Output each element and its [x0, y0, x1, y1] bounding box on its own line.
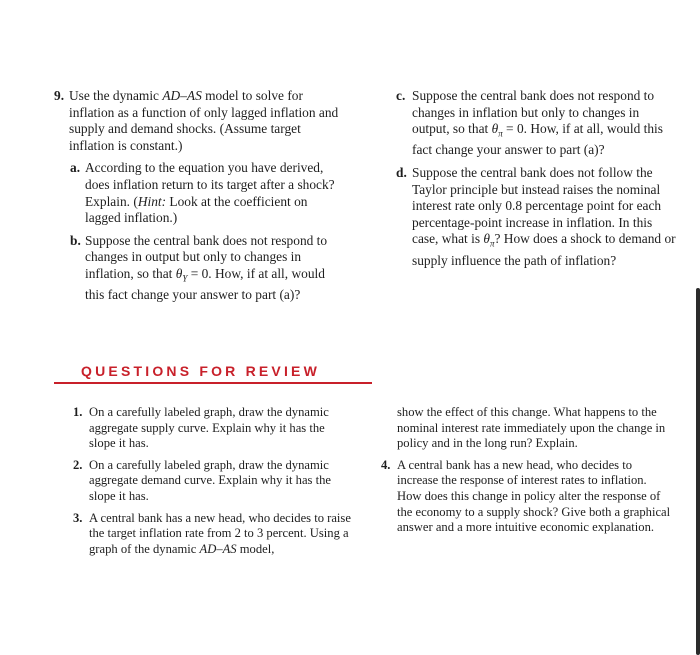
- question-9-continued: [396, 88, 678, 269]
- question-9b-label: b.: [70, 232, 81, 248]
- review-question-3: [73, 511, 351, 558]
- question-9b-text: Suppose the central bank does not respond to changes in output but only to changes in inflation, so that $\theta_Y = 0$. How, if at all, would this fact change your answer to part (a)?: [85, 232, 328, 303]
- review-question-1-text: On a carefully labeled graph, draw the dynamic aggregate supply curve. Explain why it has the slope it has.: [89, 405, 329, 451]
- question-9a-label: a.: [70, 160, 81, 176]
- review-question-3-text-part2: show the effect of this change. What happens to the nominal interest rate immediately upon the change in policy and in the long run? Explain.: [397, 405, 666, 451]
- question-9-number: 9.: [54, 88, 65, 103]
- question-9d-label: d.: [396, 165, 407, 181]
- question-9c: [396, 88, 678, 159]
- question-9a-text: According to the equation you have derived, does inflation return to its target after a shock? Explain. (Hint: Look at the coefficient on lagged inflation.): [85, 160, 335, 226]
- review-question-4-number: 4.: [381, 457, 391, 472]
- question-9a: [54, 160, 344, 226]
- scrollbar[interactable]: [696, 288, 700, 655]
- question-9-text: Use the dynamic AD–AS model to solve for inflation as a function of only lagged inflation and supply and demand shocks. (Assume target inflation is constant.): [69, 88, 339, 153]
- review-right-column: [381, 405, 671, 536]
- section-rule: [54, 382, 372, 384]
- review-question-2-text: On a carefully labeled graph, draw the dynamic aggregate demand curve. Explain why it has the slope it has.: [89, 457, 331, 503]
- question-9d-text: Suppose the central bank does not follow the Taylor principle but instead raises the nominal interest rate only 0.8 percentage point for each percentage-point increase in inflation. In this case, what is $\theta_\pi$? How does a shock to demand or supply influence the path of inflation?: [412, 165, 676, 268]
- review-question-4: [381, 458, 671, 536]
- review-question-3-number: 3.: [73, 510, 83, 525]
- review-question-1-number: 1.: [73, 405, 83, 419]
- review-question-4-text: A central bank has a new head, who decides to increase the response of interest rates to inflation. How does this change in policy alter the response of the economy to a supply shock? Give both a graphical answer and a more intuitive economic explanation.: [397, 457, 671, 535]
- review-left-column: [73, 405, 351, 557]
- question-9c-label: c.: [396, 88, 406, 103]
- question-9c-text: Suppose the central bank does not respond to changes in inflation but only to changes in output, so that $\theta_\pi = 0$. How, if at all, would this fact change your answer to part (a)?: [412, 88, 663, 158]
- review-question-1: [73, 405, 351, 452]
- review-question-2-number: 2.: [73, 457, 83, 472]
- question-9d: [396, 165, 678, 269]
- section-heading: QUESTIONS FOR REVIEW: [81, 363, 321, 379]
- question-9b: [54, 233, 344, 304]
- review-question-3-continued: [381, 405, 671, 452]
- review-question-3-text-part1: A central bank has a new head, who decides to raise the target inflation rate from 2 to 3 percent. Using a graph of the dynamic AD–AS model,: [89, 510, 351, 556]
- question-9-block: [54, 88, 344, 304]
- review-question-2: [73, 458, 351, 505]
- question-9: [54, 88, 344, 154]
